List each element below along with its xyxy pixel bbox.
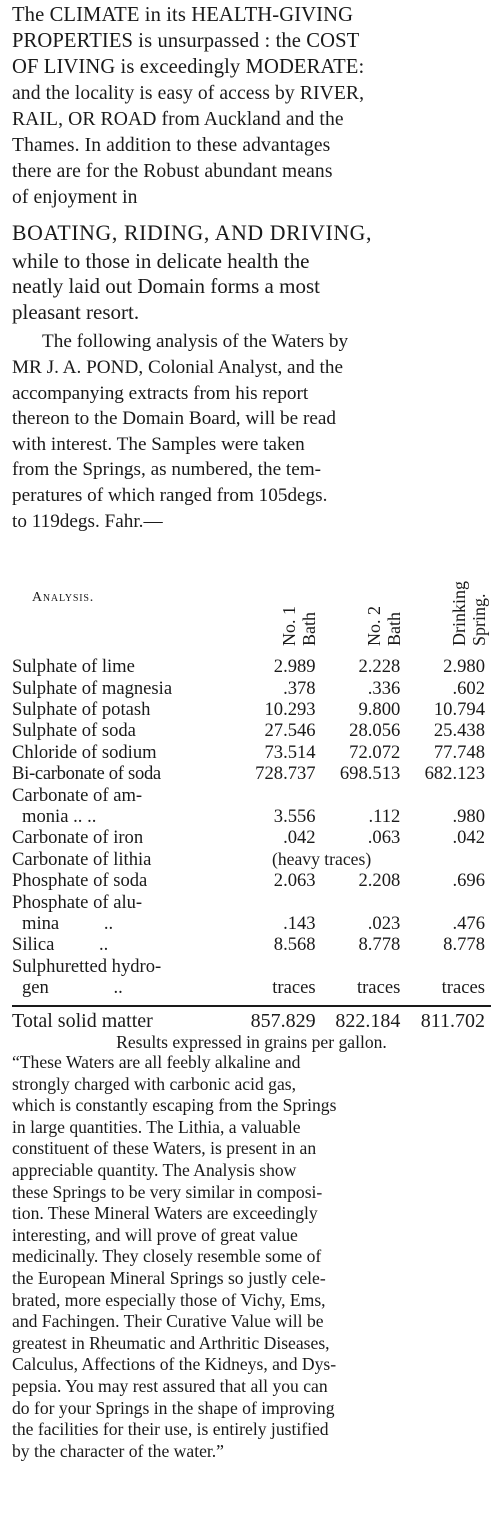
substance-name: Phosphate of alu-: [12, 891, 143, 913]
total-row: [12, 1006, 491, 1032]
value-no1-bath: traces: [272, 977, 316, 999]
domain-paragraph: [12, 249, 491, 326]
quote-line: the facilities for their use, is entirely justified: [12, 1419, 329, 1440]
value-no1-bath: 10.293: [264, 698, 316, 720]
value-no1-bath: [237, 892, 322, 913]
quote-line: by the character of the water.”: [12, 1440, 224, 1461]
results-caption: Results expressed in grains per gallon.: [116, 1032, 387, 1053]
column-header-line: Bath: [383, 612, 404, 647]
substance-name: Phosphate of soda: [12, 870, 148, 892]
quote-line: brated, more especially those of Vichy, Ems,: [12, 1289, 326, 1310]
table-row: [12, 720, 491, 741]
value-no1-bath: 2.063: [273, 870, 316, 892]
intro-line: and the locality is easy of access by RIVER,: [12, 82, 365, 104]
leader-dots: ..: [99, 913, 114, 935]
value-no2-bath: .063: [367, 827, 401, 849]
value-drinking-spring: [406, 956, 491, 977]
substance-name: Carbonate of lithia: [12, 848, 152, 870]
quote-line: interesting, and will prove of great value: [12, 1224, 298, 1245]
table-row: [12, 827, 491, 848]
analysis-intro-line: with interest. The Samples were taken: [12, 433, 305, 455]
analysis-table: [12, 540, 491, 1032]
substance-name: Carbonate of iron: [12, 827, 144, 849]
value-drinking-spring: [406, 892, 491, 913]
analysis-header-row: [12, 540, 491, 656]
column-header-line: Drinking: [448, 581, 469, 647]
value-no2-bath: .112: [368, 806, 401, 827]
value-drinking-spring: 25.438: [433, 720, 485, 742]
quote-line: do for your Springs in the shape of improving: [12, 1397, 335, 1418]
quote-line: these Springs to be very similar in composi-: [12, 1181, 323, 1202]
column-header-no1-bath: [237, 540, 322, 656]
quote-line: greatest in Rheumatic and Arthritic Diseases,: [12, 1332, 330, 1353]
quote-line: “These Waters are all feebly alkaline and: [12, 1052, 301, 1073]
value-no2-bath: 2.208: [358, 870, 401, 892]
value-no1-bath: [237, 956, 322, 977]
value-no1-bath: .042: [283, 827, 316, 849]
value-no2-bath: 72.072: [349, 741, 401, 763]
analysis-intro-line: thereon to the Domain Board, will be read: [12, 408, 336, 430]
value-no2-bath: .023: [367, 913, 401, 935]
substance-name: [12, 806, 237, 827]
value-no1-bath: 728.737: [255, 763, 316, 785]
value-drinking-spring: .696: [452, 870, 485, 892]
substance-name: Sulphate of potash: [12, 698, 151, 720]
intro-line: The CLIMATE in its HEALTH-GIVING: [12, 4, 354, 26]
quote-line: the European Mineral Springs so justly cele-: [12, 1268, 326, 1288]
substance-name: Sulphuretted hydro-: [12, 955, 162, 977]
substance-name: Sulphate of lime: [12, 656, 135, 678]
value-no2-bath: [322, 785, 407, 806]
column-header-drinking-spring: [406, 540, 491, 656]
table-row: [12, 977, 491, 998]
quote-line: pepsia. You may rest assured that all you can: [12, 1375, 328, 1396]
table-row: [12, 934, 491, 955]
table-row: [12, 678, 491, 699]
value-no1-bath: .143: [283, 913, 316, 935]
analysis-header-label: Analysis.: [32, 590, 95, 606]
intro-line: there are for the Robust abundant means: [12, 161, 333, 183]
total-no2-bath: 822.184: [322, 1006, 407, 1032]
value-no1-bath: 2.989: [273, 656, 316, 678]
intro-line: OF LIVING is exceedingly MODERATE:: [12, 56, 365, 79]
substance-name-text: gen: [22, 977, 49, 999]
value-no1-bath: 8.568: [273, 934, 316, 956]
table-row: [12, 956, 491, 977]
value-no1-bath: .378: [283, 677, 316, 699]
intro-line: PROPERTIES is unsurpassed : the COST: [12, 30, 360, 53]
value-no2-bath: .336: [367, 677, 401, 699]
quote-line: strongly charged with carbonic acid gas,: [12, 1073, 297, 1094]
substance-name: Carbonate of am-: [12, 784, 143, 806]
intro-line: of enjoyment in: [12, 187, 138, 209]
analysis-table-body: [12, 656, 491, 1032]
table-row: [12, 742, 491, 763]
value-no1-bath: 3.556: [273, 806, 316, 827]
intro-paragraph: [12, 2, 491, 212]
total-no1-bath: 857.829: [237, 1006, 322, 1032]
domain-line: pleasant resort.: [12, 299, 140, 324]
value-drinking-spring: 682.123: [424, 763, 485, 785]
substance-name: Chloride of sodium: [12, 741, 157, 763]
leader-dots: ..: [94, 934, 109, 956]
substance-name: [12, 934, 237, 955]
leader-dots: ..: [108, 977, 123, 999]
value-drinking-spring: 10.794: [433, 698, 485, 720]
value-drinking-spring: .476: [452, 913, 485, 935]
analysis-intro-paragraph: [12, 329, 491, 534]
table-row: [12, 763, 491, 784]
analysis-intro-line: from the Springs, as numbered, the tem-: [12, 459, 322, 481]
table-row: [12, 849, 491, 870]
table-row: [12, 785, 491, 806]
value-drinking-spring: [406, 849, 491, 870]
table-spacer: [12, 999, 491, 1006]
value-no2-bath: traces: [356, 977, 401, 999]
total-label: Total solid matter: [12, 1006, 237, 1032]
quote-line: which is constantly escaping from the Springs: [12, 1095, 337, 1116]
analysis-intro-line: MR J. A. POND, Colonial Analyst, and the: [12, 357, 343, 378]
table-row: [12, 699, 491, 720]
leader-dots: .. ..: [68, 806, 97, 827]
substance-name-text: Silica: [12, 934, 55, 956]
table-row: [12, 913, 491, 934]
section-heading: BOATING, RIDING, AND DRIVING,: [12, 220, 373, 245]
quote-line: constituent of these Waters, is present in an: [12, 1138, 317, 1159]
value-no1-bath: [237, 785, 322, 806]
value-no2-bath: 8.778: [358, 934, 401, 956]
value-drinking-spring: .602: [452, 677, 485, 699]
column-header-no2-bath: [322, 540, 407, 656]
analysis-intro-line: to 119degs. Fahr.—: [12, 510, 163, 532]
substance-name: Sulphate of magnesia: [12, 677, 173, 699]
substance-name-text: mina: [22, 913, 60, 935]
table-row: [12, 870, 491, 891]
value-no2-bath: 698.513: [339, 763, 401, 785]
column-header-line: No. 1: [279, 606, 300, 647]
merged-value-heavy-traces: (heavy traces): [272, 848, 372, 869]
intro-line: Thames. In addition to these advantages: [12, 135, 331, 157]
table-row: [12, 892, 491, 913]
analysis-intro-line: peratures of which ranged from 105degs.: [12, 484, 328, 506]
value-drinking-spring: traces: [441, 977, 485, 999]
column-header-line: Bath: [299, 612, 320, 647]
quote-line: appreciable quantity. The Analysis show: [12, 1160, 297, 1181]
quote-line: and Fachingen. Their Curative Value will be: [12, 1311, 324, 1332]
value-drinking-spring: 77.748: [433, 741, 485, 763]
quote-line: medicinally. They closely resemble some of: [12, 1246, 322, 1267]
value-no2-bath: 2.228: [358, 656, 401, 678]
value-no1-bath: 27.546: [264, 720, 316, 742]
analysis-intro-line: accompanying extracts from his report: [12, 382, 309, 404]
substance-name: Sulphate of soda: [12, 720, 136, 742]
intro-line: RAIL, OR ROAD from Auckland and the: [12, 108, 344, 130]
report-quote: [12, 1052, 491, 1462]
substance-name-text: monia: [22, 806, 69, 827]
value-no2-bath: 28.056: [349, 720, 401, 742]
table-row: [12, 806, 491, 827]
value-no1-bath: 73.514: [264, 741, 316, 763]
table-row: [12, 656, 491, 677]
analysis-intro-line: The following analysis of the Waters by: [42, 331, 349, 353]
substance-name: Bi-carbonate of soda: [12, 763, 161, 785]
total-drinking-spring: 811.702: [406, 1006, 491, 1032]
quote-line: in large quantities. The Lithia, a valuable: [12, 1116, 301, 1137]
value-drinking-spring: [406, 785, 491, 806]
value-drinking-spring: 2.980: [443, 656, 485, 678]
value-drinking-spring: .042: [452, 827, 485, 849]
column-header-line: Spring.: [468, 593, 489, 647]
value-no2-bath: [322, 956, 407, 977]
domain-line: while to those in delicate health the: [12, 248, 310, 273]
domain-line: neatly laid out Domain forms a most: [12, 274, 320, 299]
value-drinking-spring: 8.778: [443, 934, 485, 956]
substance-name: [12, 913, 237, 934]
value-no2-bath: [322, 892, 407, 913]
value-no2-bath: 9.800: [358, 698, 401, 720]
column-header-line: No. 2: [363, 606, 384, 647]
substance-name: [12, 977, 237, 998]
quote-line: Calculus, Affections of the Kidneys, and Dys-: [12, 1354, 337, 1375]
value-drinking-spring: .980: [452, 806, 485, 827]
quote-line: tion. These Mineral Waters are exceedingly: [12, 1203, 318, 1224]
